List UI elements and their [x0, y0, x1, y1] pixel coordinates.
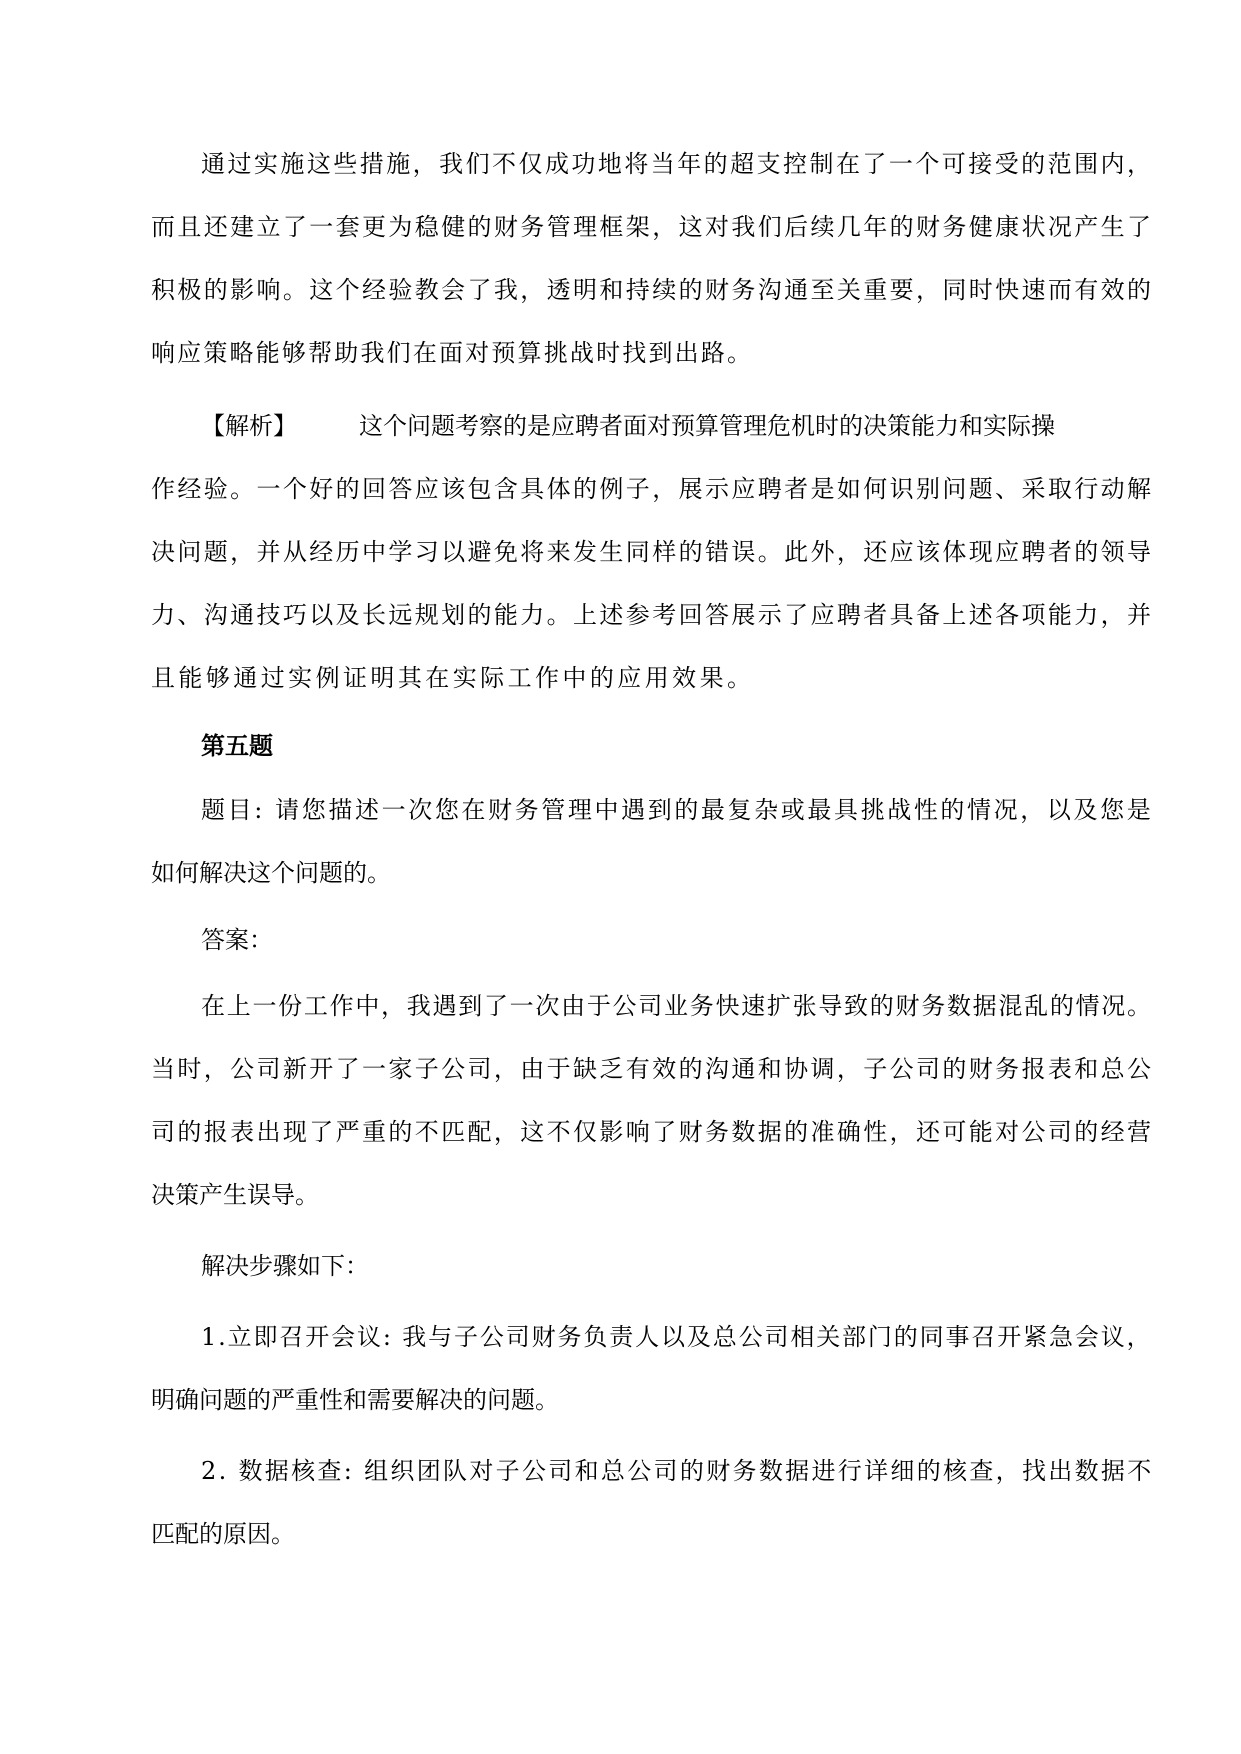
text-line: 决问题，并从经历中学习以避免将来发生同样的错误。此外，还应该体现应聘者的领导 — [151, 538, 1154, 566]
text-line: 如何解决这个问题的。 — [151, 859, 391, 887]
text-line: 通过实施这些措施，我们不仅成功地将当年的超支控制在了一个可接受的范围内， — [201, 150, 1154, 178]
answer-label: 答案： — [201, 926, 273, 954]
text-line: 响应策略能够帮助我们在面对预算挑战时找到出路。 — [151, 339, 754, 367]
text-line: 而且还建立了一套更为稳健的财务管理框架，这对我们后续几年的财务健康状况产生了 — [151, 213, 1154, 241]
text-line: 作经验。一个好的回答应该包含具体的例子，展示应聘者是如何识别问题、采取行动解 — [151, 475, 1154, 503]
text-line: 且能够通过实例证明其在实际工作中的应用效果。 — [151, 664, 755, 692]
section-heading: 第五题 — [201, 731, 273, 760]
text-line: 司的报表出现了严重的不匹配，这不仅影响了财务数据的准确性，还可能对公司的经营 — [151, 1118, 1154, 1146]
text-line: 积极的影响。这个经验教会了我，透明和持续的财务沟通至关重要，同时快速而有效的 — [151, 276, 1154, 304]
analysis-first-line: 这个问题考察的是应聘者面对预算管理危机时的决策能力和实际操 — [359, 412, 1055, 440]
text-line: 2. 数据核查: 组织团队对子公司和总公司的财务数据进行详细的核查，找出数据不 — [201, 1457, 1154, 1485]
analysis-tag: 【解析】 — [201, 412, 297, 440]
text-line: 明确问题的严重性和需要解决的问题。 — [151, 1386, 559, 1414]
text-line: 在上一份工作中，我遇到了一次由于公司业务快速扩张导致的财务数据混乱的情况。 — [201, 992, 1153, 1020]
text-line: 匹配的原因。 — [151, 1520, 295, 1548]
text-line: 力、沟通技巧以及长远规划的能力。上述参考回答展示了应聘者具备上述各项能力，并 — [151, 601, 1154, 629]
text-line — [201, 406, 1055, 446]
text-line: 题目: 请您描述一次您在财务管理中遇到的最复杂或最具挑战性的情况，以及您是 — [201, 796, 1154, 824]
text-line: 决策产生误导。 — [151, 1181, 319, 1209]
steps-intro: 解决步骤如下： — [201, 1252, 369, 1280]
text-line: 1.立即召开会议: 我与子公司财务负责人以及总公司相关部门的同事召开紧急会议， — [201, 1323, 1153, 1351]
text-line: 当时，公司新开了一家子公司，由于缺乏有效的沟通和协调，子公司的财务报表和总公 — [151, 1055, 1154, 1083]
